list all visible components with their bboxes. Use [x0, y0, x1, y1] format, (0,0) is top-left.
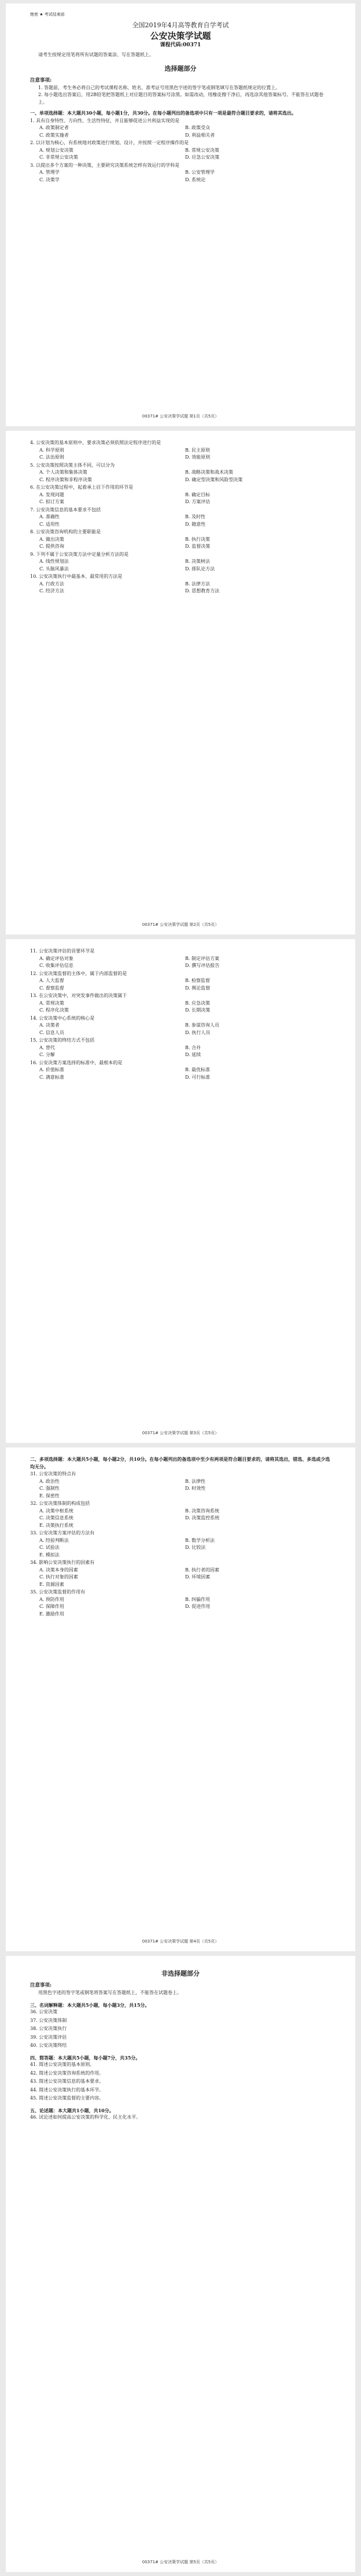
option-list	[30, 124, 331, 139]
answer-option: A. 做出决策	[39, 536, 64, 542]
option-list	[30, 581, 331, 595]
option-list	[30, 955, 331, 970]
exam-page-1	[6, 3, 355, 426]
answer-option: A. 规划公安决策	[39, 147, 73, 153]
answer-option: C. 强制性	[39, 1486, 60, 1491]
essay-item: 46. 试论述如何提高公安决策的科学化、民主化水平。	[30, 2115, 141, 2120]
intro-line: 请考生按规定用笔将所有试题的答案涂、写在答题纸上。	[38, 52, 154, 57]
option-list	[30, 1067, 331, 1081]
essay-list	[30, 2114, 331, 2121]
answer-option: C. 程序化决策	[39, 1007, 69, 1013]
answer-option: B. 检察监督	[185, 978, 210, 983]
option-list	[30, 447, 331, 461]
answer-option: A. 准确性	[39, 514, 60, 519]
answer-option: D. 排队论方法	[185, 566, 215, 571]
short-answer-item: 41. 简述公安决策的基本原则。	[30, 2062, 95, 2067]
answer-option: A. 人大监督	[39, 978, 64, 983]
question-item	[30, 162, 331, 184]
subject-title: 公安决策学试题	[150, 31, 211, 41]
answer-option: D. 撰写评估报告	[185, 963, 220, 968]
option-list	[30, 558, 331, 573]
question-item	[30, 970, 331, 992]
answer-option: A. 替代	[39, 1045, 55, 1050]
term-list	[30, 2009, 331, 2050]
answer-option: D. 思想教育方法	[185, 588, 220, 593]
answer-option: D. 随意性	[185, 521, 206, 527]
answer-option: E. 模拟法	[39, 1552, 60, 1558]
option-list	[30, 1567, 331, 1589]
option-list	[30, 1000, 331, 1014]
option-list	[30, 1537, 331, 1559]
page-footer: 00371# 公安决策学试题 第5页（共5页）	[142, 2560, 219, 2564]
question-stem: 8. 公安决策咨询机构的主要职能是	[30, 529, 101, 534]
answer-option: D. 应急公安决策	[185, 155, 220, 160]
option-list	[30, 1508, 331, 1530]
question-stem: 15. 公安决策的终结方式不包括	[30, 1038, 95, 1043]
answer-option: B. 纠偏作用	[185, 1596, 210, 1602]
attention-item-2: 2. 每小题选出答案后，用2B铅笔把答题纸上对应题目的答案标号涂黑。如需改动，用橡皮擦干净后，再选涂其他答案标号。不能答在试题卷上。	[38, 92, 324, 105]
answer-option: E. 保密性	[39, 1493, 60, 1498]
answer-option: A. 管理学	[39, 170, 60, 175]
attention-item-1: 1. 答题前，考生务必将自己的考试课程名称、姓名、准考证号用黑色字迹的签字笔或钢笔填写在答题纸规定的位置上。	[38, 85, 281, 90]
exam-page-3	[6, 939, 355, 1443]
answer-option: D. 效能原则	[185, 455, 211, 460]
answer-option: D. 确定型决策和风险型决策	[185, 477, 243, 482]
answer-option: D. 促进作用	[185, 1604, 211, 1609]
option-list	[30, 1045, 331, 1059]
answer-option: D. 可行标准	[185, 1074, 211, 1080]
question-item	[30, 948, 331, 970]
answer-option: A. 决策者	[39, 1023, 60, 1028]
question-item	[30, 1500, 331, 1529]
attention-title: 注意事项:	[30, 77, 52, 83]
question-stem: 35. 公安决策监督的作用有	[30, 1589, 86, 1595]
short-answer-item: 45. 简述公安决策监督的主要内容。	[30, 2095, 104, 2101]
question-item	[30, 1589, 331, 1618]
answer-option: D. 执行人员	[185, 1029, 211, 1035]
question-stem: 4. 公安决策的基本原则中，要求决策必须依照法定程序进行的是	[30, 440, 161, 445]
answer-option: A. 预防作用	[39, 1596, 64, 1602]
answer-option: B. 制定评估方案	[185, 955, 219, 961]
answer-option: A. 行政方法	[39, 581, 64, 587]
answer-option: D. 方案评估	[185, 499, 211, 504]
answer-option: A. 个人决策和集体决策	[39, 470, 87, 475]
question-item	[30, 484, 331, 506]
question-item	[30, 1530, 331, 1559]
answer-option: D. 环境因素	[185, 1574, 211, 1580]
answer-option: B. 应急决策	[185, 1000, 210, 1006]
objective-part-title: 选择题部分	[164, 64, 197, 72]
section2-title: 二、多项选择题：本大题共5小题，每小题2分，共10分。在每小题列出的备选项中至少有两项是符合题目要求的，请将其选出，错选、多选或少选均无分。	[30, 1456, 330, 1470]
exam-page-5	[6, 1956, 355, 2572]
question-stem: 16. 公安决策方案选择的标准中，最根本的是	[30, 1060, 123, 1065]
question-item	[30, 1015, 331, 1037]
page-footer: 00371# 公安决策学试题 第1页（共5页）	[142, 414, 219, 419]
question-item	[30, 992, 331, 1014]
question-stem: 10. 公安决策执行中最基本、最常用的方法是	[30, 574, 123, 579]
answer-option: B. 常规公安决策	[185, 147, 219, 153]
question-item	[30, 1037, 331, 1059]
answer-option: C. 头脑风暴法	[39, 566, 69, 571]
question-stem: 31. 公安决策的特点有	[30, 1471, 76, 1476]
question-item	[30, 140, 331, 162]
answer-option: B. 确定目标	[185, 492, 210, 497]
answer-option: B. 数学分析法	[185, 1537, 215, 1543]
answer-option: B. 法律方法	[185, 581, 210, 587]
answer-option: A. 确定评估对象	[39, 955, 73, 961]
question-stem: 1. 具有自身特性、方向性、生活性特征，并且能够促进公共利益实现的是	[30, 118, 180, 123]
answer-option: C. 督察监督	[39, 985, 64, 991]
answer-option: B. 民主原则	[185, 447, 210, 453]
question-stem: 32. 公安决策体制的构成包括	[30, 1501, 90, 1506]
answer-option: C. 保障作用	[39, 1604, 64, 1609]
answer-option: C. 提供咨询	[39, 544, 64, 549]
question-stem: 9. 下列不属于公安决策方法中定量分析方法的是	[30, 551, 129, 557]
answer-option: B. 执行决策	[185, 536, 210, 542]
answer-option: A. 决策本身的因素	[39, 1567, 78, 1573]
page-footer: 00371# 公安决策学试题 第3页（共5页）	[142, 1431, 219, 1435]
answer-option: D. 决策监控系统	[185, 1515, 220, 1520]
answer-option: D. 系统论	[185, 177, 206, 182]
question-item	[30, 118, 331, 140]
question-list	[30, 1471, 331, 1618]
term-item: 37. 公安决策体制	[30, 2017, 67, 2023]
term-item: 39. 公安决策评估	[30, 2034, 67, 2040]
question-stem: 33. 公安决策方案评估的方法有	[30, 1530, 95, 1536]
answer-option: D. 监督决策	[185, 544, 211, 549]
section1-title: 一、单项选择题：本大题共30小题，每小题1分，共30分。在每小题列出的备选项中只有一项是最符合题目要求的，请将其选出。	[30, 110, 296, 116]
answer-option: B. 法律性	[185, 1478, 205, 1484]
answer-option: B. 政策受众	[185, 125, 210, 130]
answer-option: B. 参谋咨询人员	[185, 1023, 219, 1028]
option-list	[30, 1022, 331, 1036]
question-list	[30, 118, 331, 184]
answer-option: A. 常规决策	[39, 1000, 64, 1006]
answer-option: D. 延续	[185, 1052, 201, 1057]
answer-option: C. 经济方法	[39, 588, 64, 593]
section3-title: 三、名词解释题：本大题共5小题，每小题3分，共15分。	[30, 2002, 150, 2008]
exam-page-2	[6, 431, 355, 935]
question-item	[30, 573, 331, 595]
question-stem: 7. 公安决策信息的基本要求不包括	[30, 507, 101, 512]
page-footer: 00371# 公安决策学试题 第4页（共5页）	[142, 1939, 219, 1944]
question-stem: 6. 在公安决策过程中，起着承上启下作用的环节是	[30, 485, 134, 490]
answer-option: B. 及时性	[185, 514, 205, 519]
question-item	[30, 1471, 331, 1500]
answer-option: C. 决策学	[39, 177, 60, 182]
answer-option: A. 政策制定者	[39, 125, 69, 130]
answer-option: D. 利益相关者	[185, 132, 215, 138]
question-stem: 11. 公安决策评估的首要环节是	[30, 948, 95, 954]
answer-option: E. 决策执行系统	[39, 1522, 73, 1528]
option-list	[30, 1596, 331, 1618]
question-stem: 5. 公安决策按照决策主体不同，可以分为	[30, 462, 115, 468]
page-footer: 00371# 公安决策学试题 第2页（共5页）	[142, 922, 219, 927]
answer-option: B. 决策树法	[185, 559, 210, 564]
answer-option: A. 科学原则	[39, 447, 64, 453]
question-item	[30, 439, 331, 461]
attention-title: 注意事项:	[30, 1983, 52, 1988]
exam-title: 全国2019年4月高等教育自学考试	[132, 21, 229, 29]
option-list	[30, 536, 331, 551]
answer-option: B. 战略决策和战术决策	[185, 470, 233, 475]
question-stem: 2. 以计划为核心，有系统地对政策进行规划、设计，并按照一定程序操作的是	[30, 140, 189, 145]
answer-option: B. 执行者的因素	[185, 1567, 219, 1573]
answer-option: C. 决策信息系统	[39, 1515, 73, 1520]
answer-option: C. 法治原则	[39, 455, 64, 460]
answer-option: C. 信息人员	[39, 1029, 64, 1035]
answer-option: A. 价值标准	[39, 1067, 64, 1072]
answer-option: A. 经验判断法	[39, 1537, 69, 1543]
short-answer-item: 43. 简述公安决策信息的基本要求。	[30, 2079, 104, 2084]
term-item: 38. 公安决策执行	[30, 2026, 67, 2031]
answer-option: C. 试验法	[39, 1545, 60, 1550]
confidential-note: 绝密 ★ 考试结束前	[30, 12, 65, 17]
short-answer-item: 42. 简述公安决策咨询系统的作用。	[30, 2070, 104, 2076]
answer-option: E. 资源因素	[39, 1581, 64, 1587]
answer-option: C. 政策实施者	[39, 132, 69, 138]
answer-option: D. 比较法	[185, 1545, 206, 1550]
question-item	[30, 507, 331, 529]
attention-item: 用黑色字迹的签字笔或钢笔将答案写在答题纸上，不能答在试题卷上。	[38, 1990, 182, 1995]
answer-option: D. 舆论监督	[185, 985, 211, 991]
answer-option: C. 程序决策和非程序决策	[39, 477, 92, 482]
answer-option: B. 决策咨询系统	[185, 1508, 219, 1514]
question-list	[30, 439, 331, 595]
term-item: 36. 公安决策	[30, 2009, 58, 2014]
question-item	[30, 551, 331, 573]
option-list	[30, 514, 331, 528]
answer-option: A. 决策中枢系统	[39, 1508, 73, 1514]
question-stem: 3. 以提出多个方案的一种决策，主要研究决策系统怎样有效运行的学科是	[30, 162, 180, 168]
answer-option: C. 满意标准	[39, 1074, 64, 1080]
question-stem: 13. 在公安决策中，对突发事件做出的决策属于	[30, 993, 127, 998]
question-list	[30, 948, 331, 1081]
answer-option: E. 激励作用	[39, 1611, 64, 1617]
question-stem: 14. 公安决策中心系统的核心是	[30, 1015, 95, 1021]
answer-option: C. 执行对象的因素	[39, 1574, 78, 1580]
short-answer-list	[30, 2061, 331, 2102]
short-answer-item: 44. 简述公安决策执行的基本环节。	[30, 2087, 104, 2093]
answer-option: B. 合并	[185, 1045, 201, 1050]
option-list	[30, 1478, 331, 1500]
question-stem: 12. 公安决策监督的主体中，属于内部监督的是	[30, 970, 127, 976]
answer-option: C. 拟订方案	[39, 499, 64, 504]
option-list	[30, 147, 331, 162]
option-list	[30, 469, 331, 483]
question-item	[30, 529, 331, 551]
answer-option: A. 政治性	[39, 1478, 60, 1484]
answer-option: A. 线性规划法	[39, 559, 69, 564]
answer-option: B. 最优标准	[185, 1067, 210, 1072]
option-list	[30, 977, 331, 992]
answer-option: D. 时效性	[185, 1486, 206, 1491]
option-list	[30, 492, 331, 506]
answer-option: B. 公安管理学	[185, 170, 215, 175]
answer-option: D. 长期决策	[185, 1007, 211, 1013]
option-list	[30, 169, 331, 184]
answer-option: A. 发现问题	[39, 492, 64, 497]
question-stem: 34. 影响公安决策执行的因素有	[30, 1560, 95, 1565]
course-code: 课程代码:00371	[160, 42, 201, 48]
answer-option: C. 收集评估信息	[39, 963, 73, 968]
answer-option: C. 分解	[39, 1052, 55, 1057]
answer-option: C. 适用性	[39, 521, 60, 527]
question-item	[30, 1559, 331, 1588]
term-item: 40. 公安决策终结	[30, 2043, 67, 2048]
answer-option: C. 非常规公安决策	[39, 155, 78, 160]
question-item	[30, 1060, 331, 1082]
question-item	[30, 462, 331, 484]
section4-title: 四、简答题：本大题共5小题，每小题7分，共35分。	[30, 2054, 141, 2061]
subjective-part-title: 非选择题部分	[161, 1970, 200, 1977]
exam-page-4	[6, 1448, 355, 1951]
section5-title: 五、论述题：本大题共1小题，共10分。	[30, 2107, 114, 2113]
